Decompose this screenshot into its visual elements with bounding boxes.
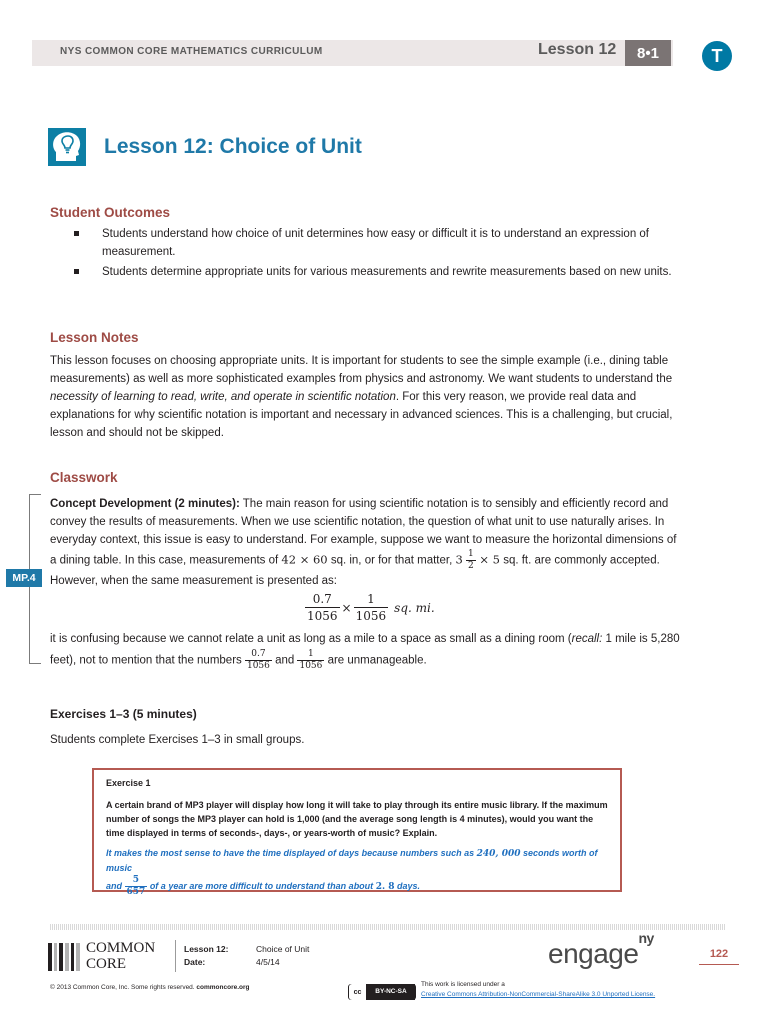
- mixed-fraction: $\frac{1}{2}$: [468, 549, 474, 571]
- student-outcomes-heading: Student Outcomes: [50, 205, 171, 220]
- exercise-answer: It makes the most sense to have the time displayed of days because numbers such as 240, 000 seconds worth of music and $\frac{5}{657}$ of a year are more difficult to understand than about 2. 8 days.: [106, 848, 598, 897]
- footer-rule: [50, 924, 725, 930]
- common-core-logo-icon: [48, 943, 80, 971]
- display-equation: $\frac{0.7}{1056}$ × $\frac{1}{1056}$ sq. mi.: [307, 592, 435, 623]
- license-intro: This work is licensed under a: [421, 981, 505, 988]
- footer-date-label: Date:: [184, 957, 206, 967]
- mp-tag: MP.4: [6, 569, 42, 587]
- page-title: Lesson 12: Choice of Unit: [104, 135, 362, 158]
- list-item: Students determine appropriate units for various measurements and rewrite measurements based on new units.: [74, 263, 674, 281]
- exercises-instruction: Students complete Exercises 1–3 in small groups.: [50, 734, 305, 746]
- concept-development-paragraph: Concept Development (2 minutes): The main reason for using scientific notation is to sensibly and efficiently record and convey the results of measurements. When we use scientific notation, the question of what unit to use naturally arises. In everyday context, this issue is easy to understand. For example, suppose we want to measure the horizontal dimensions of a dining table. In this case, measurements of 42 × 60 sq. in, or for that matter, 3 $\frac{1}{2}$ × 5 sq. ft. are commonly accepted. However, when the same measurement is presented as:: [50, 498, 677, 587]
- header-lesson-label: Lesson 12: [538, 41, 617, 58]
- student-outcomes-list: [74, 225, 674, 282]
- copyright-text: © 2013 Common Core, Inc. Some rights reserved. commoncore.org: [50, 984, 250, 991]
- footer-lesson-label: Lesson 12:: [184, 944, 229, 954]
- classwork-heading: Classwork: [50, 470, 118, 485]
- footer-date-value: 4/5/14: [256, 957, 280, 967]
- exercise-title: Exercise 1: [106, 778, 151, 788]
- exercises-heading: Exercises 1–3 (5 minutes): [50, 707, 197, 721]
- teacher-badge-icon: T: [702, 41, 732, 71]
- lightbulb-head-icon: [48, 128, 86, 166]
- list-item: Students understand how choice of unit determines how easy or difficult it is to understand an expression of measurement.: [74, 225, 674, 261]
- cc-license-badge-icon: cc BY-NC-SA: [348, 984, 416, 1000]
- lesson-notes-heading: Lesson Notes: [50, 330, 139, 345]
- footer-lesson-value: Choice of Unit: [256, 944, 310, 954]
- confusing-paragraph: it is confusing because we cannot relate a unit as long as a mile to a space as small as a dining room (recall: 1 mile is 5,280 feet), not to mention that the numbers $\frac{0.7}{1056}$ and $\frac{1}{1056}$ are unmanageable.: [50, 633, 680, 671]
- engageny-logo: engage$^{ny}$: [548, 929, 654, 969]
- curriculum-label: NYS COMMON CORE MATHEMATICS CURRICULUM: [60, 46, 323, 57]
- exercise-prompt: A certain brand of MP3 player will display how long it will take to play through its entire music library. If the maximum number of songs the MP3 player can hold is 1,000 (and the average song length is 4 minutes), would you want the time displayed in terms of seconds-, days-, or years-worth of music? Explain.: [106, 800, 608, 838]
- page-number: 122: [699, 948, 739, 965]
- footer-divider: [175, 940, 176, 972]
- license-link[interactable]: Creative Commons Attribution-NonCommercial-ShareAlike 3.0 Unported License.: [421, 991, 656, 998]
- concept-heading: Concept Development (2 minutes):: [50, 498, 240, 510]
- exercise-box: [92, 768, 622, 897]
- commoncore-link[interactable]: commoncore.org: [196, 984, 250, 991]
- lesson-notes-paragraph: This lesson focuses on choosing appropriate units. It is important for students to see the simple example (i.e., dining table measurements) as well as more sophisticated examples from physics and astronomy. We want students to understand the necessity of learning to read, write, and operate in scientific notation. For this very reason, we provide real data and explanations for why scientific notation is important and necessary in advanced sciences. This is a challenging, but crucial, lesson and should not be skipped.: [50, 355, 673, 439]
- grade-module-label: 8•1: [625, 40, 671, 66]
